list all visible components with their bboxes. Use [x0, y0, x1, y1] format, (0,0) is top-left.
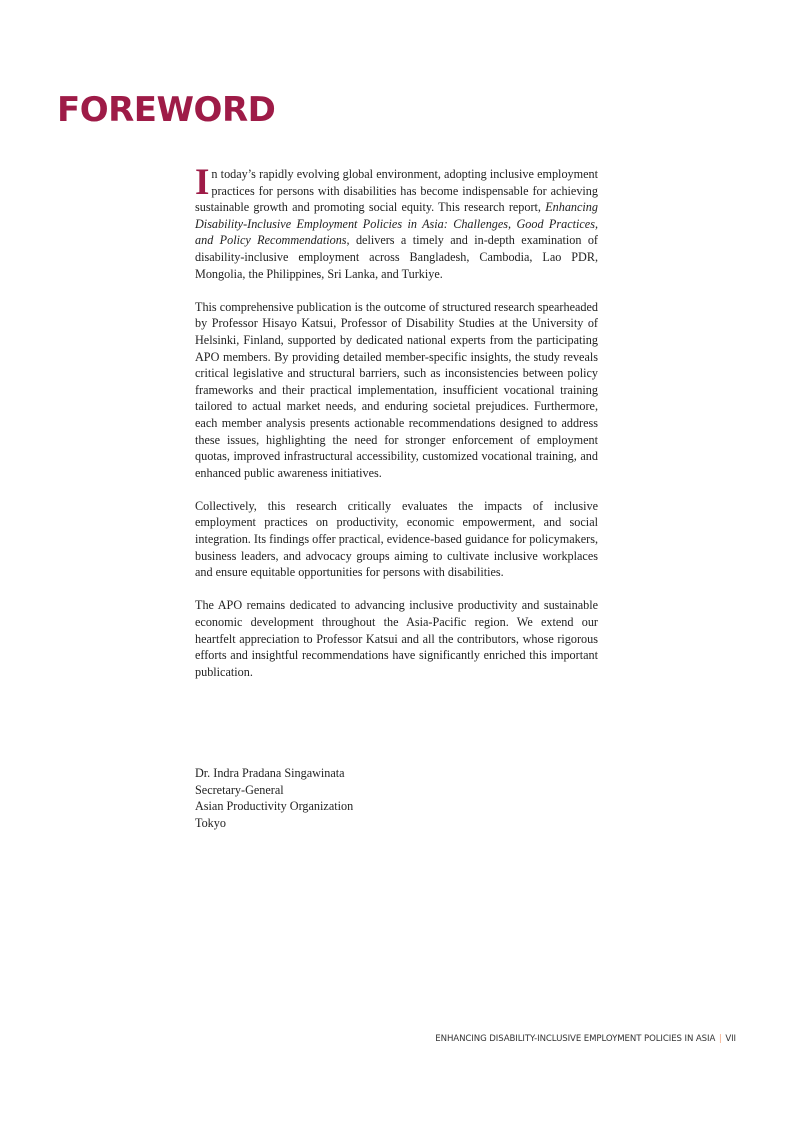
drop-cap: I	[195, 162, 210, 203]
page-title: FOREWORD	[57, 90, 276, 130]
paragraph-4: The APO remains dedicated to advancing inclusive productivity and sustainable economic development throughout the Asia-Pacific region. We extend our heartfelt appreciation to Professor Katsui and all the contributors, whose rigorous efforts and insightful recommendations have significantly enriched this important publication.	[195, 598, 598, 679]
paragraph-1-text-b: , delivers a timely and in-depth examination of disability-inclusive employment across Bangladesh, Cambodia, Lao PDR, Mongolia, the Philippines, Sri Lanka, and Turkiye.	[195, 233, 598, 281]
paragraph-1	[195, 162, 598, 282]
page-number: VII	[725, 1034, 736, 1044]
signatory-location: Tokyo	[195, 815, 226, 830]
signatory-name: Dr. Indra Pradana Singawinata	[195, 766, 345, 780]
foreword-body	[195, 162, 598, 697]
footer-separator: |	[718, 1034, 722, 1044]
report-title-italic: Enhancing Disability-Inclusive Employment Policies in Asia: Challenges, Good Practices, and Policy Recommendations	[195, 200, 598, 248]
signature-block	[195, 765, 353, 831]
signatory-position: Secretary-General	[195, 782, 284, 797]
paragraph-1-text-a: n today’s rapidly evolving global environment, adopting inclusive employment practices for persons with disabilities has become indispensable for achieving sustainable growth and promoting social equity. This research report,	[195, 167, 598, 215]
running-title: ENHANCING DISABILITY-INCLUSIVE EMPLOYMENT POLICIES IN ASIA	[435, 1034, 716, 1044]
paragraph-2: This comprehensive publication is the outcome of structured research spearheaded by Professor Hisayo Katsui, Professor of Disability Studies at the University of Helsinki, Finland, supported by dedicated national experts from the participating APO members. By providing detailed member-specific insights, the study reveals critical legislative and structural barriers, such as inconsistencies between policy frameworks and their practical implementation, insufficient vocational training tailored to actual market needs, and enduring societal prejudices. Furthermore, each member analysis presents actionable recommendations designed to address these issues, highlighting the need for stronger enforcement of employment quotas, improved infrastructural accessibility, customized vocational training, and enhanced public awareness initiatives.	[195, 299, 598, 480]
paragraph-3: Collectively, this research critically evaluates the impacts of inclusive employment practices on productivity, economic empowerment, and social integration. Its findings offer practical, evidence-based guidance for policymakers, business leaders, and advocacy groups aiming to cultivate inclusive workplaces and ensure equitable opportunities for persons with disabilities.	[195, 498, 598, 580]
page-footer	[435, 1034, 736, 1044]
signatory-organization: Asian Productivity Organization	[195, 799, 354, 814]
